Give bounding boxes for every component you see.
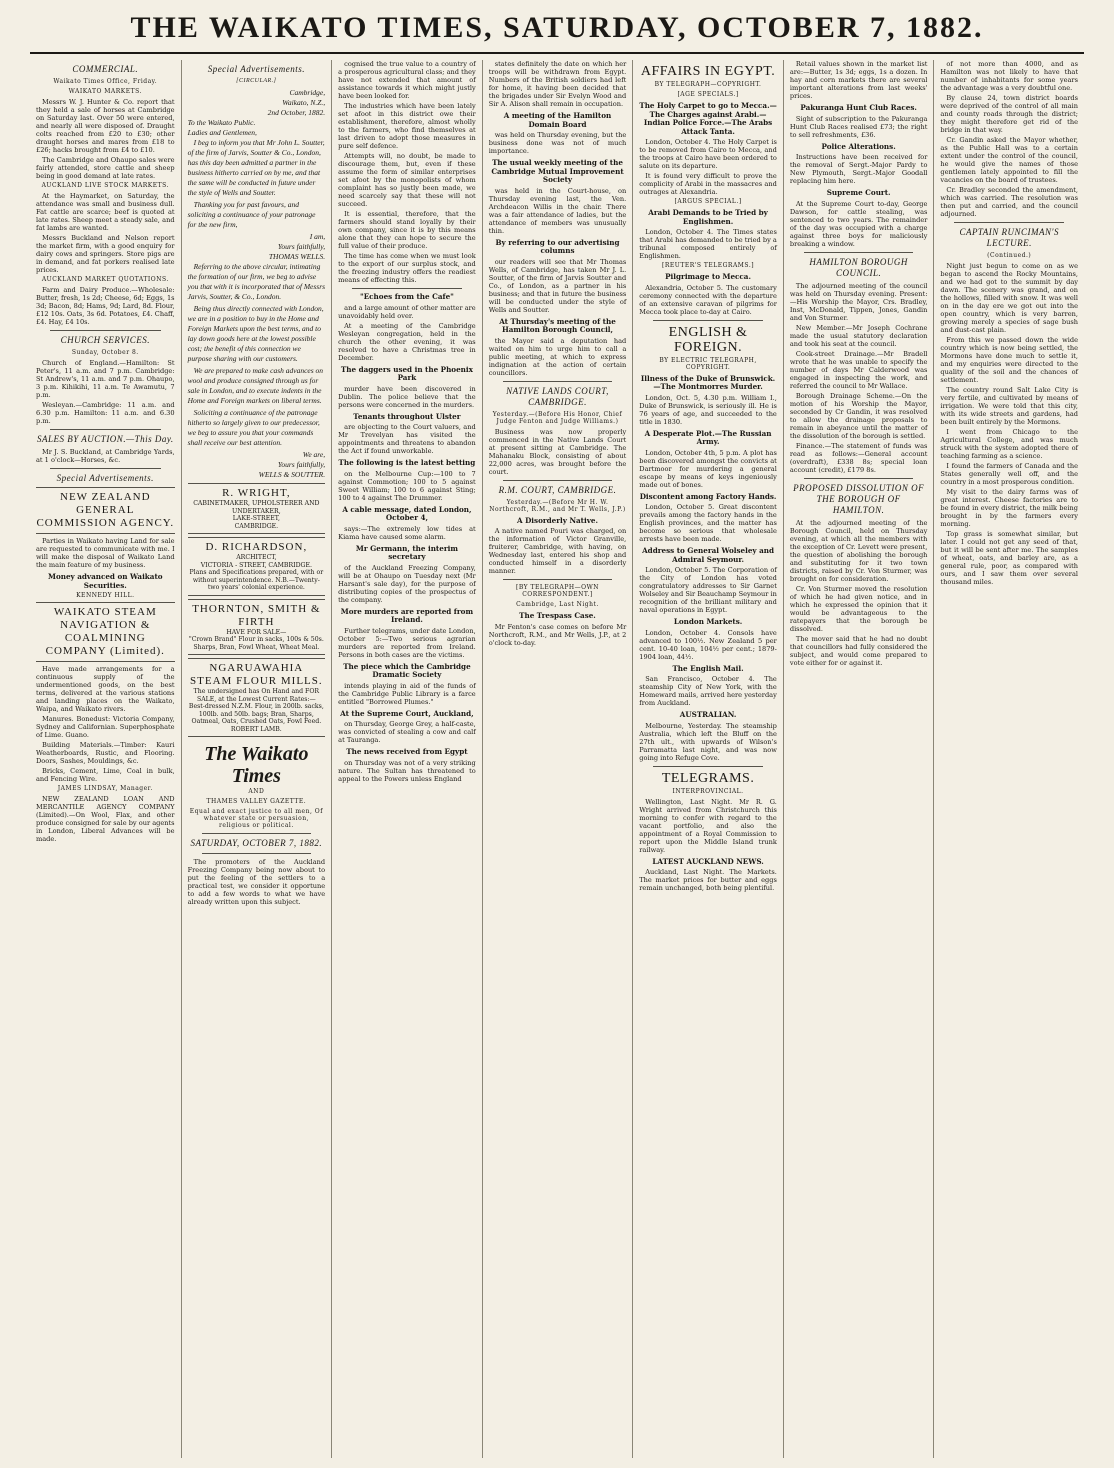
paragraph-heading: A meeting of the Hamilton Domain Board [503, 111, 612, 129]
sales-heading: SALES BY AUCTION.—This Day. [36, 434, 174, 444]
paragraph: Referring to the above circular, intimating the formation of our firm, we beg to advise you that with it is incorporated that of Messrs Jarvis, Soutter, & Co., London. [187, 262, 326, 301]
paragraph-heading: The piece which the Cambridge Dramatic Society [343, 661, 471, 679]
paragraph: London, October 4th, 5 p.m. A plot has been discovered amongst the convicts at Dartmoor for murdering a general escape by means of keys ingeniously made out of bones. [639, 448, 777, 489]
paragraph: Thanking you for past favours, and soliciting a continuance of your patronage for the new firm, [187, 200, 316, 229]
telegrams-heading: TELEGRAMS. [661, 770, 755, 786]
paragraph-heading: Police Alterations. [821, 141, 896, 151]
paragraph: London, October 4. The Holy Carpet is to be removed from Cairo to Mecca, and the troops at Cairo have been ordered to salute on its departure. [639, 138, 777, 170]
letter-place: Cambridge, [289, 88, 326, 97]
special-heading: Special Advertisements. [56, 473, 154, 483]
paragraph: A native named Pouri was charged, on the information of Victor Granville, fruiterer, Cambridge, with having, on Wednesday last, entered his shop and conducted himself in a disorderly manner. [488, 527, 627, 575]
egypt-heading: AFFAIRS IN EGYPT. [640, 64, 776, 79]
paragraph: Building Materials.—Timber: Kauri Weatherboards, Rustic, and Flooring. Doors, Sashes, Mouldings, &c. [36, 741, 175, 765]
paragraph: and a large amount of other matter are unavoidably held over. [338, 303, 476, 320]
divider [503, 579, 613, 580]
advert-thornton [188, 599, 326, 656]
paragraph: on Thursday was not of a very striking nature. The Sultan has threatened to appeal to the Powers unless England [338, 758, 476, 783]
paragraph: Church of England.—Hamilton: St Peter's, 11 a.m. and 7 p.m. Cambridge: St Andrew's, 11 a.m. and 7 p.m. Ohaupo, 3 p.m. Kihikihi, 11 a.m. Te Awamutu, 7 p.m. [36, 359, 175, 399]
paragraph: The mover said that he had no doubt that councillors had fully considered the subject, and would come prepared to vote either for or against it. [789, 634, 928, 667]
paragraph: Alexandria, October 5. The customary ceremony connected with the departure of an extensive caravan of pilgrims for Mecca took place to-day at Cairo. [639, 283, 777, 316]
paragraph: By clause 24, town district boards were deprived of the control of all main and county roads through the district; they might therefore get rid of the bridge in that way. [940, 94, 1078, 134]
paragraph: murder have been discovered in Dublin. The police believe that the persons were concerned in the murders. [338, 384, 476, 409]
advert-name: NGARUAWAHIA STEAM FLOUR MILLS. [190, 662, 323, 687]
paragraph: cognised the true value to a country of a prosperous agricultural class; and they have not extended that amount of assistance towards it which might justly have been looked for. [338, 60, 476, 100]
paragraph-heading: By referring to our advertising columns [495, 237, 620, 255]
paragraph: Mr Fenton's case comes on before Mr Northcroft, R.M., and Mr Wells, J.P., at 2 o'clock to-day. [488, 622, 627, 647]
paragraph-heading: A Desperate Plot.—The Russian Army. [644, 428, 772, 446]
divider [503, 381, 613, 382]
paragraph: NEW ZEALAND LOAN AND MERCANTILE AGENCY COMPANY (Limited).—On Wool, Flax, and other produce consigned for sale by our agents in London, Liberal Advances will be made. [36, 795, 175, 843]
paragraph-heading: "Echoes from the Cafe" [359, 292, 454, 301]
paragraph-heading: A Disorderly Native. [516, 515, 598, 525]
paper-motto: Equal and exact justice to all men, Of whatever state or persuasion, religious or political. [189, 808, 323, 829]
section-sub: [AGE SPECIALS.] [677, 91, 739, 98]
paragraph: Being thus directly connected with London, we are in a position to buy in the Home and Foreign Markets upon the best terms, and to lay down goods here at the lowest possible cost; the benefit of this connection we purpose sharing with our customers. [187, 304, 324, 363]
paragraph: London, Oct. 5, 4.30 p.m. William I., Duke of Brunswick, is seriously ill. He is 76 years of age, and succeeded to the title in 1830. [639, 393, 777, 426]
paragraph: was held in the Court-house, on Thursday evening last, the Ven. Archdeacon Willis in the chair. There was a fair attendance of ladies, but the attendance of members was unusually thin. [488, 186, 627, 235]
paper-and: AND [248, 788, 265, 795]
paragraph-heading: Tenants throughout Ulster [353, 411, 461, 421]
paragraph: London, October 5. The Corporation of the City of London has voted congratulatory addresses to Sir Garnet Wolseley and Sir Beauchamp Seymour in recognition of the brilliant military and naval operations in Egypt. [639, 566, 777, 614]
paragraph-heading: Pakuranga Hunt Club Races. [800, 103, 917, 112]
column-2 [181, 60, 332, 1458]
column-7 [933, 60, 1084, 1458]
sign: WELLS & SOUTTER. [258, 470, 326, 479]
paragraph: are objecting to the Court valuers, and Mr Trevelyan has visited the appointments and threatens to abandon the Act if found unworkable. [338, 423, 476, 455]
section-sub: Yesterday.—(Before His Honor, Chief Judge Fenton and Judge Williams.) [492, 410, 623, 425]
advert-line: HAVE FOR SALE— [226, 628, 287, 636]
paragraph: My visit to the dairy farms was of great interest. Cheese factories are to be found in every district, the milk being brought in by the farmers every morning. [940, 488, 1078, 528]
paragraph-heading: Mr Germann, the interim secretary [355, 543, 458, 561]
auckland-live-heading: AUCKLAND LIVE STOCK MARKETS. [41, 182, 169, 189]
paragraph: At the adjourned meeting of the Borough Council, held on Thursday evening, at which all the members with the exception of Cr. Levett were present, the question of abolishing the borough and substituting for it two town districts, raised by Cr. Von Sturmer, was brought on for consideration. [789, 518, 928, 583]
divider [954, 222, 1064, 223]
divider [653, 766, 763, 767]
paragraph: our readers will see that Mr Thomas Wells, of Cambridge, has taken Mr J. L. Soutter, of the firm of Jarvis Soutter and Co., of London, as a partner in his business; and that in future the business will be conducted under the style of Wells and Soutter. [488, 257, 627, 314]
paragraph: Messrs W. J. Hunter & Co. report that they held a sale of horses at Cambridge on Saturday last. Over 50 were entered, and nearly all were disposed of. Draught colts reached from £20 to £30; other draught horses and mares from £18 to £26; hacks brought from £4 to £10. [36, 98, 175, 154]
advert-line: Plans and Specifications prepared, with or without superintendence. N.B.—Twenty-two years' colonial experience. [189, 569, 324, 591]
column-3 [331, 60, 482, 1458]
column-1 [30, 60, 181, 1458]
column-6 [783, 60, 934, 1458]
section-sub: BY TELEGRAPH—COPYRIGHT. [654, 81, 762, 88]
section-sub: [ARGUS SPECIAL.] [674, 198, 742, 205]
paragraph-heading: The English Mail. [672, 663, 744, 673]
paragraph: The adjourned meeting of the council was held on Thursday evening. Present:—His Worship the Mayor, Crs. Bradley, Inst, McDonald, Tippen, Jones, Gandin and Von Sturmer. [789, 281, 928, 322]
column-5 [632, 60, 783, 1458]
paragraph: Finance.—The statement of funds was read as follows:—General account (overdraft), £338 8s; special loan account (credit), £179 8s. [789, 441, 928, 474]
section-sub: Yesterday.—(Before Mr H. W. Northcroft, R.M., and Mr T. Wells, J.P.) [489, 498, 626, 513]
paragraph: was held on Thursday evening, but the business done was not of much importance. [488, 131, 627, 155]
paragraph: Instructions have been received for the removal of Sergt.-Major Pardy to New Plymouth, Sergt.-Major Goodall replacing him here. [789, 153, 928, 185]
paragraph-heading: More murders are reported from Ireland. [340, 606, 474, 624]
paragraph-heading: Address to General Wolseley and Admiral Seymour. [642, 546, 775, 564]
paragraph: Business was now properly commenced in the Native Lands Court at present sitting at Cambridge. The Mahanaku Block, consisting of about 22,000 acres, was brought before the court. [488, 427, 627, 476]
english-foreign-heading: ENGLISH & FOREIGN. [668, 324, 748, 355]
paragraph-heading: Illness of the Duke of Brunswick.—The Montmorres Murder. [640, 373, 776, 391]
paragraph: Soliciting a continuance of the patronage hitherto so largely given to our predecessor, we beg to assure you that your commands shall receive our best attention. [187, 408, 320, 447]
paragraph: I found the farmers of Canada and the States generally well off, and the country in a most prosperous condition. [940, 462, 1078, 486]
masthead-rule [30, 52, 1084, 54]
section-sub: (Continued.) [987, 252, 1032, 259]
section-sub: Cambridge, Last Night. [516, 601, 599, 608]
divider [202, 853, 312, 854]
paragraph: It is found very difficult to prove the complicity of Arabi in the massacres and outrages at Alexandria. [639, 172, 777, 196]
section-heading: NATIVE LANDS COURT, CAMBRIDGE. [506, 385, 609, 407]
advert-name: THORNTON, SMITH & FIRTH [192, 602, 321, 628]
advert-name: NEW ZEALAND GENERAL COMMISSION AGENCY. [36, 491, 175, 529]
paragraph: The time has come when we must look to the export of our surplus stock, and the freezing industry offers the readiest means of effecting this. [338, 252, 476, 284]
advert-richardson [188, 537, 326, 596]
paragraph: Cr. Gandin asked the Mayor whether, as the Public Hall was to a certain extent under the control of the council, he would give the names of those gentlemen lately appointed to fill the vacancies on the board of trustees. [940, 136, 1078, 184]
letter-date: 2nd October, 1882. [267, 108, 326, 117]
church-heading: CHURCH SERVICES. [60, 335, 150, 345]
paragraph: of not more than 4000, and as Hamilton was not likely to have that number of inhabitants for some years the advantage was a very doubtful one. [940, 60, 1078, 92]
paragraph-heading: London Markets. [673, 617, 743, 626]
divider [50, 468, 161, 469]
advert-line: CABINETMAKER, UPHOLSTERER AND UNDERTAKER, [193, 500, 320, 515]
letter-to: To the Waikato Public. [187, 118, 256, 127]
paragraph: At a meeting of the Cambridge Wesleyan congregation, held in the church the other evening, it was resolved to have a Christmas tree in December. [338, 321, 476, 362]
section-heading: CAPTAIN RUNCIMAN'S LECTURE. [959, 227, 1059, 248]
paragraph: Cook-street Drainage.—Mr Bradell wrote that he was unable to specify the number of days Mr Calderwood was engaged in inspecting the work, and referred the council to Mr Wallace. [789, 349, 928, 390]
paragraph: Farm and Dairy Produce.—Wholesale: Butter, fresh, 1s 2d; Cheese, 6d; Eggs, 1s 3d; Bacon, 8d; Hams, 9d; Lard, 8d. Flour, £12 10s. Oats, 3s 6d. Potatoes, £4. Chaff, £4. Hay, £4 10s. [36, 286, 175, 326]
section-sub: BY ELECTRIC TELEGRAPH, COPYRIGHT. [659, 356, 757, 371]
advert-line: ROBERT LAMB. [230, 725, 282, 733]
sign: Yours faithfully, [277, 460, 326, 469]
advert-line: ARCHITECT, [236, 554, 277, 561]
paragraph: Sight of subscription to the Pakuranga Hunt Club Races realised £73; the right to sell refreshments, £36. [789, 114, 928, 139]
paragraph: The Cambridge and Ohaupo sales were fairly attended, store cattle and sheep being in good demand at late rates. [36, 156, 175, 180]
paragraph: It is essential, therefore, that the farmers should stand loyally by their own company, since it is by this means alone that they can hope to secure the full value of their produce. [338, 210, 476, 250]
paragraph-heading: At Thursday's meeting of the Hamilton Borough Council, [499, 316, 616, 334]
circular-label: [CIRCULAR.] [236, 78, 277, 84]
advert-wright [188, 483, 326, 534]
section-sub: INTERPROVINCIAL. [672, 787, 744, 795]
paragraph: Night just begun to come on as we began to ascend the Rocky Mountains, and we had got to the summit by day dawn. The scenery was grand, and on the hollows, filled with snow. It was well on in the day ere we got out into the open country, which is very barren, growing merely a species of sage bush and dust-cast plain. [940, 262, 1078, 334]
paragraph-heading: Pilgrimage to Mecca. [665, 272, 751, 281]
paragraph: on Thursday, George Grey, a half-caste, was convicted of stealing a cow and calf at Tauranga. [338, 720, 476, 744]
paragraph: Auckland, Last Night. The Markets. The market prices for butter and eggs remain unchanged, both being plentiful. [639, 868, 777, 892]
paragraph-heading: The news received from Egypt [346, 747, 468, 756]
paragraph: The country round Salt Lake City is very fertile, and cultivated by means of irrigation. We were told that this city, with its wide streets and gardens, had been built entirely by the Mormons. [940, 386, 1078, 426]
advert-name: D. RICHARDSON, [205, 541, 308, 553]
masthead: THE WAIKATO TIMES, SATURDAY, OCTOBER 7, 1882. [130, 11, 984, 44]
paragraph: Melbourne, Yesterday. The steamship Australia, which left the Bluff on the 27th ult., with upwards of Wilson's Parramatta last night, and was now going into Refuge Cove. [639, 721, 777, 762]
paragraph: London, October 4. The Times states that Arabi has demanded to be tried by a tribunal composed entirely of Englishmen. [639, 228, 777, 260]
section-sub: [BY TELEGRAPH—OWN CORRESPONDENT.] [515, 584, 599, 598]
paragraph: states definitely the date on which her troops will be withdrawn from Egypt. Numbers of the British soldiers had left for home, it having been decided that the brigades under Sir Evelyn Wood and Sir A. Alison shall remain in occupation. [488, 60, 627, 108]
paragraph: Cr. Von Sturmer moved the resolution of which he had given notice, and in which he expressed the opinion that it would be advantageous to the ratepayers that the borough be dissolved. [789, 584, 928, 633]
paragraph: Bricks, Cement, Lime, Coal in bulk, and Fencing Wire. [36, 767, 175, 783]
divider [202, 833, 312, 834]
advert-line: CAMBRIDGE. [234, 522, 279, 530]
paragraph: Wesleyan.—Cambridge: 11 a.m. and 6.30 p.m. Hamilton: 11 a.m. and 6.30 p.m. [36, 401, 175, 425]
paragraph: Retail values shown in the market list are:—Butter, 1s 3d; eggs, 1s a dozen. In hay and corn markets there are several important alterations from last weeks' prices. [789, 60, 928, 100]
section-heading: R.M. COURT, CAMBRIDGE. [498, 484, 617, 495]
paragraph: At the Haymarket, on Saturday, the attendance was small and business dull. Fat cattle are scarce; beef is quoted at late rates. Sheep meet a steady sale, and fat lambs are wanted. [36, 192, 175, 232]
columns [30, 60, 1084, 1458]
auckland-market-heading: AUCKLAND MARKET QUOTATIONS. [41, 276, 169, 283]
paragraph: Borough Drainage Scheme.—On the motion of his Worship the Mayor, seconded by Cr Gandin, it was resolved to allow the drainage proposals to remain in abeyance until the matter of the dissolution of the borough is settled. [789, 391, 928, 440]
advert-name: WAIKATO STEAM NAVIGATION & COALMINING COMPANY (Limited). [45, 606, 165, 657]
paragraph-heading: Money advanced on Waikato Securities. [48, 572, 163, 590]
paragraph: From this we passed down the wide country which is now being settled, the Mormons have done much to settle it, and my enquiries were directed to the quality of the soil and the chances of settlement. [940, 336, 1078, 384]
advert-line: Best-dressed N.Z.M. Flour, in 200lb. sacks, 100lb. and 50lb. bags; Bran, Sharps, Oatmeal, Oats, Crushed Oats, Fowl Feed. [188, 703, 324, 725]
advert-line: LAKE-STREET, [232, 515, 280, 522]
letter-place-2: Waikato, N.Z., [282, 98, 326, 107]
paragraph: Have made arrangements for a continuous supply of the undermentioned goods, on the best terms, delivered at the various stations and landing places on the Waikato, Waipa, and Waikato rivers. [36, 665, 175, 713]
paragraph: the Mayor said a deputation had waited on him to urge him to call a public meeting, at which to express indignation at the action of certain councillors. [488, 336, 627, 377]
circular-letter [188, 78, 326, 480]
special-heading: Special Advertisements. [207, 64, 305, 74]
paragraph-heading: A cable message, dated London, October 4, [342, 504, 472, 522]
paragraph: Top grass is somewhat similar, but later. I could not get any seed of that, but it will be sent after me. The samples of wheat, oats, and barley are, as a general rule, poor, as compared with ours, and I saw them over several thousand miles. [940, 530, 1078, 586]
paragraph-heading: The Trespass Case. [519, 611, 596, 620]
paragraph: The promoters of the Auckland Freezing Company being now about to put the feeling of the settlers to a practical test, we consider it opportune to add a few words to what we have already written upon this subject. [187, 858, 326, 906]
commercial-sub: Waikato Times Office, Friday. [53, 78, 158, 85]
sign: Yours faithfully, [277, 242, 326, 251]
paragraph-heading: LATEST AUCKLAND NEWS. [652, 856, 764, 866]
paragraph-heading: AUSTRALIAN. [679, 710, 737, 719]
paragraph: Messrs Buckland and Nelson report the market firm, with a good enquiry for dairy cows and springers. Store pigs are in demand, and fat porkers realised late prices. [36, 234, 175, 274]
paragraph: New Member.—Mr Joseph Cochrane made the usual statutory declaration and took his seat at the council. [789, 323, 928, 348]
paragraph: on the Melbourne Cup:—100 to 7 against Commotion; 100 to 5 against Sweet William; 100 to 6 against Sting; 100 to 4 against The Drummer. [338, 469, 476, 502]
advert-steam-navigation [36, 602, 175, 662]
paragraph-heading: Supreme Court. [826, 188, 891, 197]
paragraph: Cr. Bradley seconded the amendment, which was carried. The resolution was then put and carried, and the council adjourned. [940, 186, 1078, 218]
letter-greeting: Ladies and Gentlemen, [187, 128, 257, 137]
section-heading: PROPOSED DISSOLUTION OF THE BOROUGH OF HAMILTON. [793, 482, 925, 515]
paper-nameplate: The Waikato Times [204, 743, 309, 787]
sign: I am, [309, 232, 326, 241]
paragraph: London, October 5. Great discontent prevails among the factory hands in the English provinces, and the matter has become so serious that wholesale arrests have been made. [639, 503, 777, 543]
advert-line: VICTORIA - STREET, CAMBRIDGE. [200, 561, 312, 569]
divider [653, 320, 763, 321]
paragraph: The industries which have been lately set afoot in this district owe their establishment, therefore, almost wholly to the farmers, who find themselves at last driven to adopt those measures in pure self defence. [338, 102, 476, 150]
sign: THOMAS WELLS. [268, 252, 326, 261]
sign: We are, [302, 450, 326, 459]
divider [352, 288, 462, 289]
commercial-heading: COMMERCIAL. [72, 64, 139, 74]
divider [804, 252, 914, 253]
section-heading: HAMILTON BOROUGH COUNCIL. [809, 256, 908, 278]
paragraph: At the Supreme Court to-day, George Dawson, for cattle stealing, was sentenced to two years. The remainder of the day was occupied with a charge against three boys for maliciously breaking a window. [789, 199, 928, 248]
paragraph: intends playing in aid of the funds of the Cambridge Public Library is a farce entitled "Borrowed Plumes." [338, 681, 476, 706]
paragraph: of the Auckland Freezing Company, will be at Ohaupo on Tuesday next (Mr Harsant's sale day), for the purpose of distributing copies of the prospectus of the company. [338, 563, 476, 604]
divider [50, 429, 161, 430]
editorial-date: SATURDAY, OCTOBER 7, 1882. [190, 838, 323, 848]
advert-commission-agency [36, 487, 175, 534]
paragraph-heading: Discontent among Factory Hands. [639, 491, 777, 501]
paragraph: Wellington, Last Night. Mr R. G. Wright arrived from Christchurch this morning to confer with regard to the vacant portfolio, and also the appointment of a Royal Commission to report upon the Middle Island trunk railway. [639, 797, 777, 854]
divider [503, 480, 613, 481]
paragraph-heading: At the Supreme Court, Auckland, [340, 708, 474, 718]
paragraph-heading: The daggers used in the Phoenix Park [340, 364, 473, 382]
section-sub: [REUTER'S TELEGRAMS.] [662, 262, 755, 269]
paragraph: Parties in Waikato having Land for sale are requested to communicate with me. I will make the disposal of Waikato Land the main feature of my business. [36, 537, 175, 569]
paragraph: Attempts will, no doubt, be made to discourage them, but, even if these assume the form of similar enterprises set afoot by the monopolists of whom complaint has so justly been made, we need scarcely say that these will not succeed. [338, 152, 476, 208]
advert-flour-mills [188, 658, 326, 737]
paragraph: says:—The extremely low tides at Kiama have caused some alarm. [338, 524, 476, 541]
signature: JAMES LINDSAY, Manager. [57, 785, 153, 792]
paragraph: I went from Chicago to the Agricultural College, and was much struck with the system adopted there of teaching farming as a science. [940, 428, 1078, 460]
advert-name: R. WRIGHT, [222, 487, 291, 499]
advert-line: "Crown Brand" Flour in sacks, 100s & 50s. Sharps, Bran, Fowl Wheat, Wheat Meal. [188, 636, 324, 651]
paragraph-heading: The following is the latest betting [338, 458, 476, 467]
paragraph-heading: Arabi Demands to be Tried by Englishmen. [648, 208, 768, 226]
waikato-markets-heading: WAIKATO MARKETS. [68, 88, 142, 95]
church-sub: Sunday, October 8. [71, 349, 139, 356]
paragraph: Mr J. S. Buckland, at Cambridge Yards, at 1 o'clock—Horses, &c. [36, 448, 175, 464]
column-4 [482, 60, 633, 1458]
paper-subtitle: THAMES VALLEY GAZETTE. [206, 798, 307, 805]
advert-line: The undersigned has On Hand and FOR SALE, at the Lowest Current Rates:— [193, 688, 320, 703]
paragraph: Further telegrams, under date London, October 5:—Two serious agrarian murders are reported from Ireland. Persons in both cases are the victims. [338, 626, 476, 659]
paragraph-heading: The usual weekly meeting of the Cambridge Mutual Improvement Society [491, 158, 624, 184]
divider [50, 330, 161, 331]
paragraph: London, October 4. Consols have advanced to 100½. New Zealand 5 per cent. 10-40 loan, 104½ per cent.; 1879-1904 loan, 44½. [639, 628, 777, 661]
paragraph: San Francisco, October 4. The steamship City of New York, with the Homeward mails, arrived here yesterday from Auckland. [639, 675, 777, 707]
paragraph: We are prepared to make cash advances on wool and produce consigned through us for sale in London, and to execute indents in the Home and Foreign markets on liberal terms. [187, 366, 324, 405]
paragraph: I beg to inform you that Mr John L. Soutter, of the firm of Jarvis, Soutter & Co., London, has this day been admitted a partner in the business hitherto carried on by me, and that the same will be conducted in future under the style of Wells and Soutter. [187, 138, 325, 197]
signature: KENNEDY HILL. [76, 592, 135, 599]
paragraph-heading: The Holy Carpet to go to Mecca.—The Charges against Arabi.—Indian Police Force.—The Arabs Attack Tanta. [639, 101, 777, 136]
paragraph: Manures. Bonedust: Victoria Company, Sydney and Californian. Superphosphate of Lime. Guano. [36, 715, 175, 739]
divider [804, 478, 914, 479]
